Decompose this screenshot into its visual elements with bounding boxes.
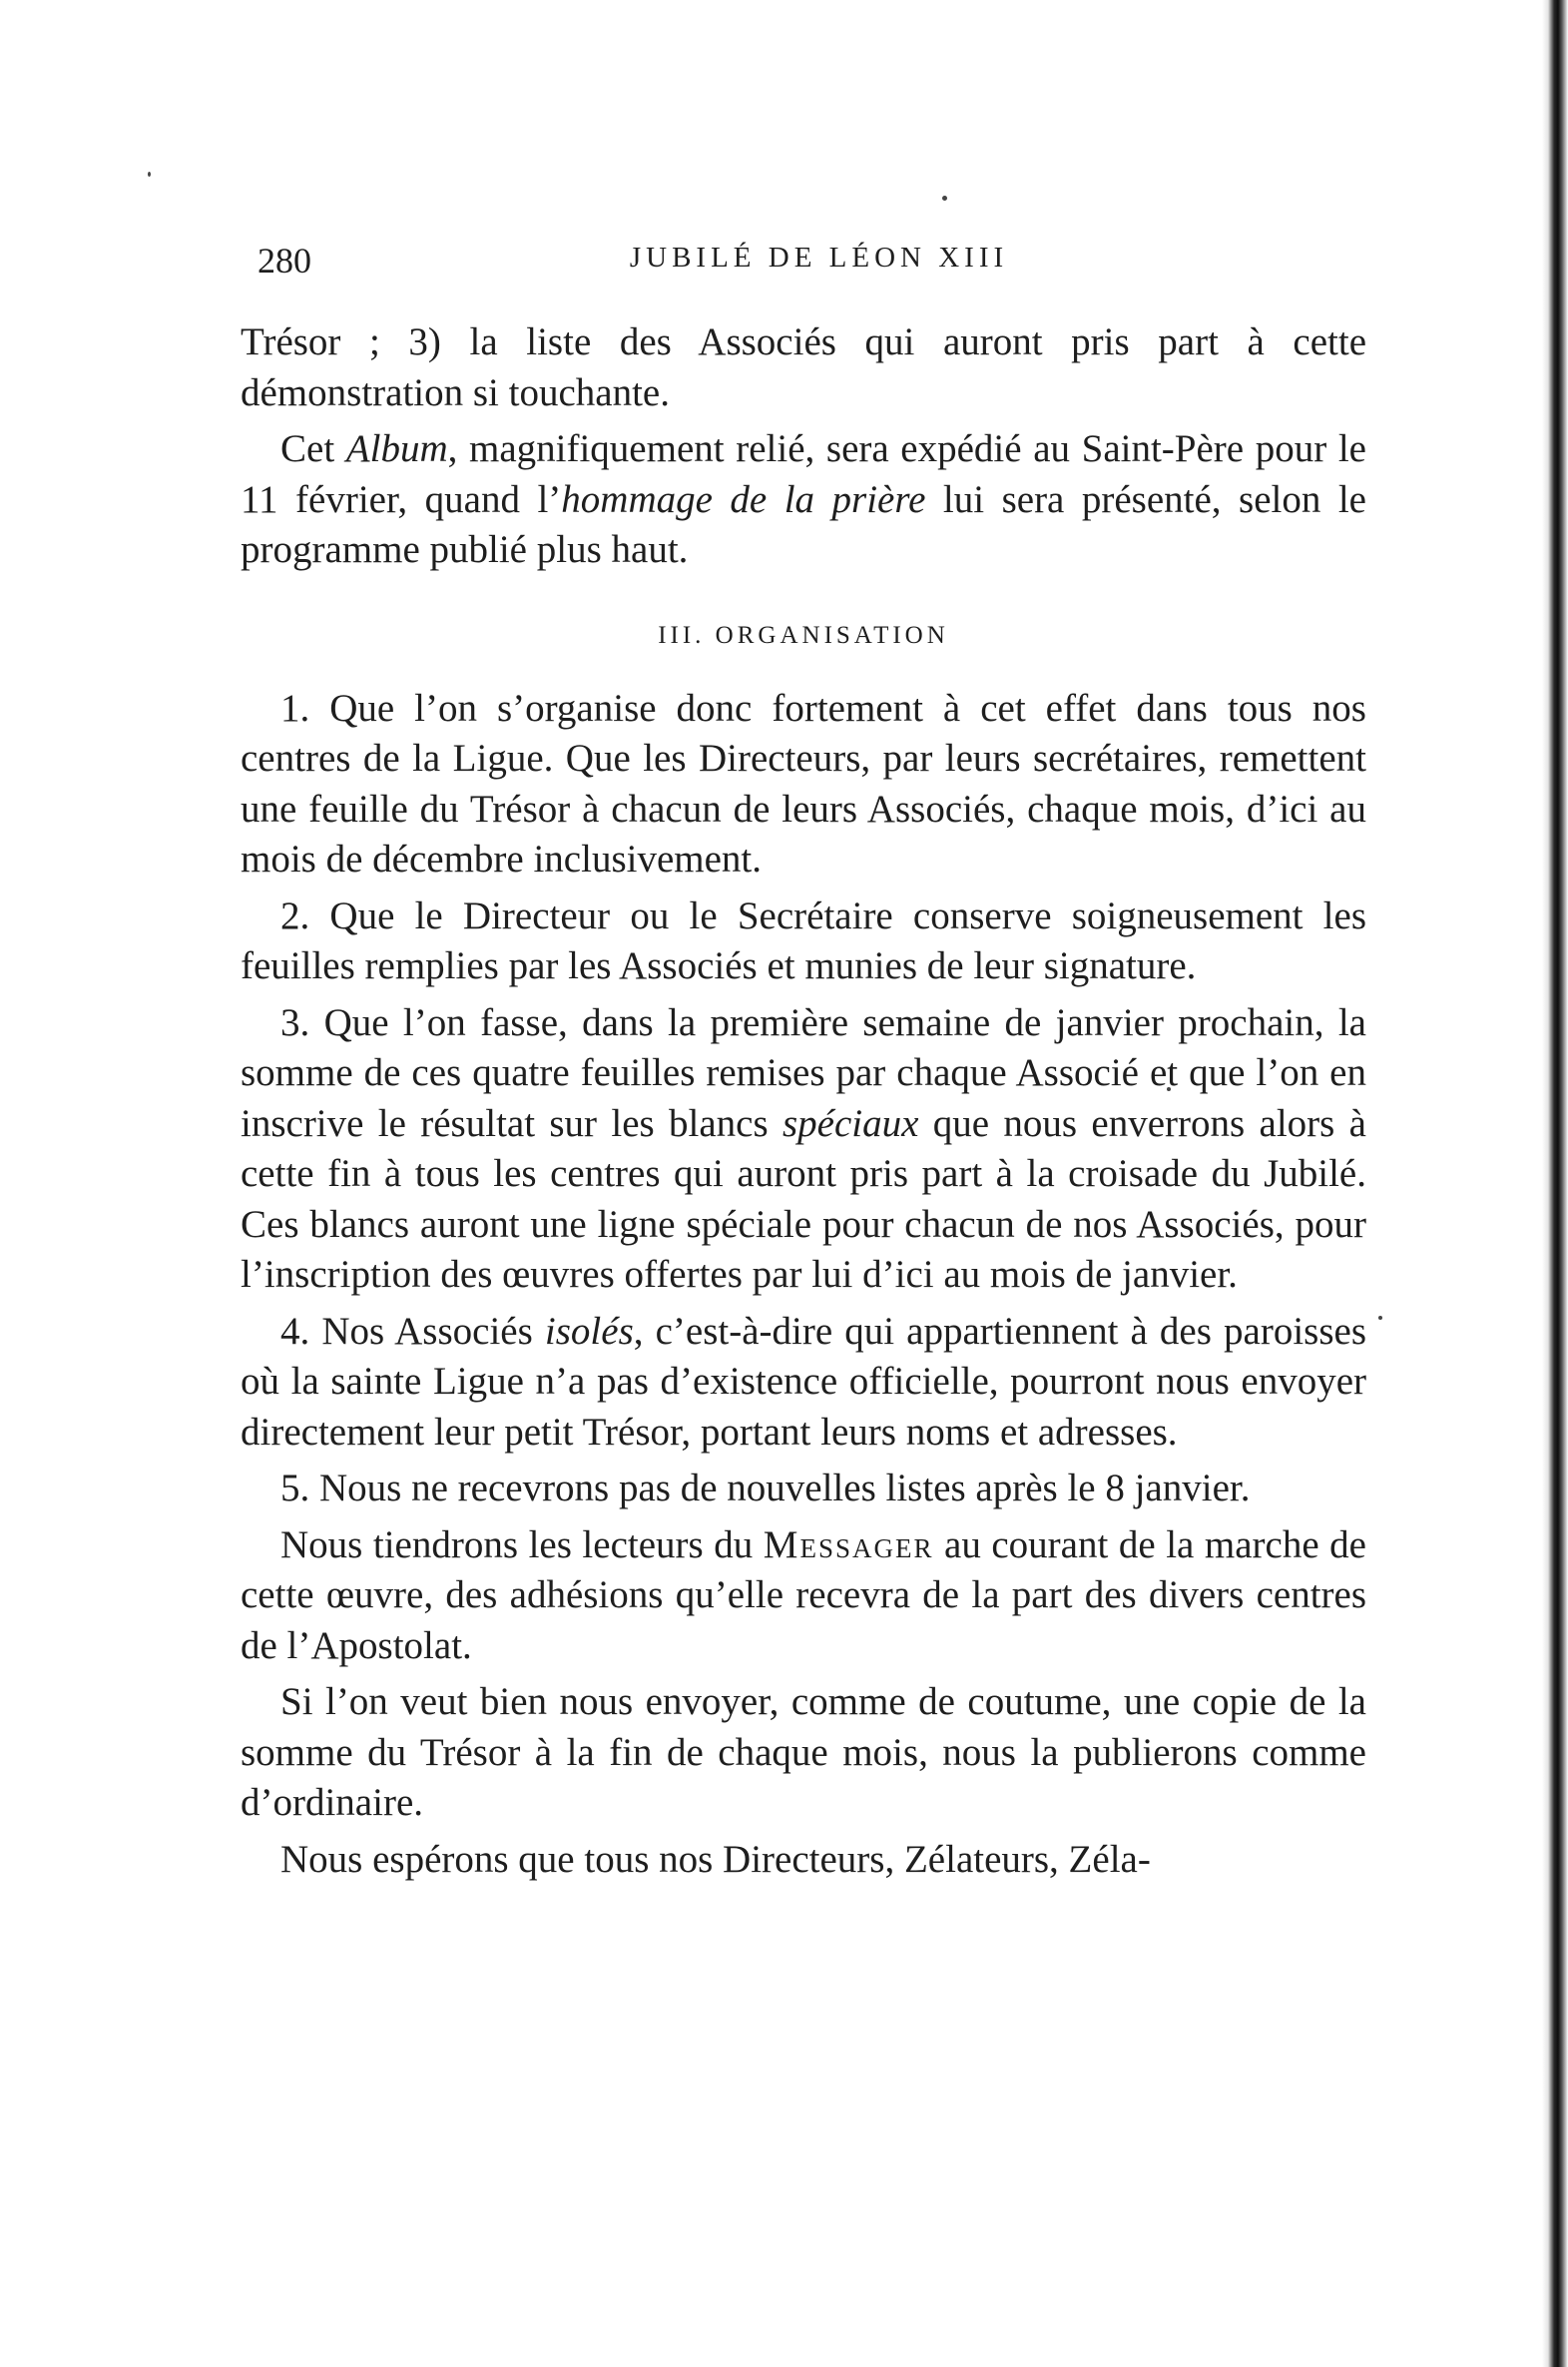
paragraph-messager <box>241 1520 1366 1672</box>
list-item-2: 2. Que le Directeur ou le Secrétaire conserve soigneusement les feuilles remplies par les Associés et munies de leur signature. <box>241 893 1366 987</box>
ink-speck <box>1378 1316 1382 1320</box>
ink-speck <box>942 196 947 201</box>
text-run: Nous tiendrons les lecteurs du <box>280 1522 764 1566</box>
text-run: que nous enverrons alors à cette fin à tous les centres qui auront pris part à la croisade du Jubilé. Ces blancs auront une ligne spéciale pour chacun de nos Associés, pour l’inscription des œuvres offertes par lui d’ici au mois de janvier. <box>241 1101 1366 1296</box>
list-item-5: 5. Nous ne recevrons pas de nouvelles listes après le 8 janvier. <box>280 1467 1251 1509</box>
paragraph-final: Nous espérons que tous nos Directeurs, Zélateurs, Zéla- <box>280 1837 1151 1881</box>
italic-album: Album <box>345 427 448 470</box>
book-binding-edge <box>1542 0 1568 2367</box>
paragraph-tresor-copy: Si l’on veut bien nous envoyer, comme de coutume, une copie de la somme du Trésor à la fin de chaque mois, nous la publierons comme d’ordinaire. <box>241 1680 1366 1824</box>
list-item-3 <box>241 998 1366 1301</box>
list-item-1: 1. Que l’on s’organise donc fortement à cet effet dans tous nos centres de la Ligue. Que les Directeurs, par leurs secrétaires, remettent une feuille du Trésor à chacun de leurs Associés, chaque mois, d’ici au mois de décembre inclusivement. <box>241 686 1366 881</box>
text-run: , magnifiquement relié, sera expédié au Saint-Père pour le 11 février, quand l’ <box>241 427 1366 521</box>
text-run: au courant de la marche de cette œuvre, des adhésions qu’elle recevra de la part des divers centres de l’Apostolat. <box>241 1522 1366 1667</box>
ink-speck <box>148 172 151 177</box>
text-run: 4. Nos Associés <box>280 1309 545 1353</box>
small-caps-messager: Messager <box>763 1522 934 1566</box>
text-run: , c’est-à-dire qui appartiennent à des paroisses où la sainte Ligue n’a pas d’existence officielle, pourront nous envoyer directement leur petit Trésor, portant leurs noms et adresses. <box>241 1309 1366 1454</box>
section-heading: III. ORGANISATION <box>658 621 949 649</box>
body-text <box>241 317 1366 1891</box>
text-run: lui sera présenté, selon le programme publié plus haut. <box>241 477 1366 571</box>
paragraph-album <box>241 424 1366 576</box>
list-item-4 <box>241 1307 1366 1459</box>
text-run: Cet <box>280 427 346 470</box>
italic-speciaux: spéciaux <box>783 1101 919 1145</box>
paragraph-continuation: Trésor ; 3) la liste des Associés qui auront pris part à cette démonstration si touchante. <box>241 320 1366 414</box>
running-title: JUBILÉ DE LÉON XIII <box>629 242 1009 274</box>
running-header <box>258 240 1380 299</box>
page-number: 280 <box>258 241 311 281</box>
italic-isoles: isolés <box>544 1309 634 1353</box>
italic-hommage: hommage de la prière <box>561 477 926 521</box>
text-run: 3. Que l’on fasse, dans la première semaine de janvier prochain, la somme de ces quatre feuilles remises par chaque Associé et que l’on en inscrive le résultat sur les blancs <box>241 1000 1366 1145</box>
